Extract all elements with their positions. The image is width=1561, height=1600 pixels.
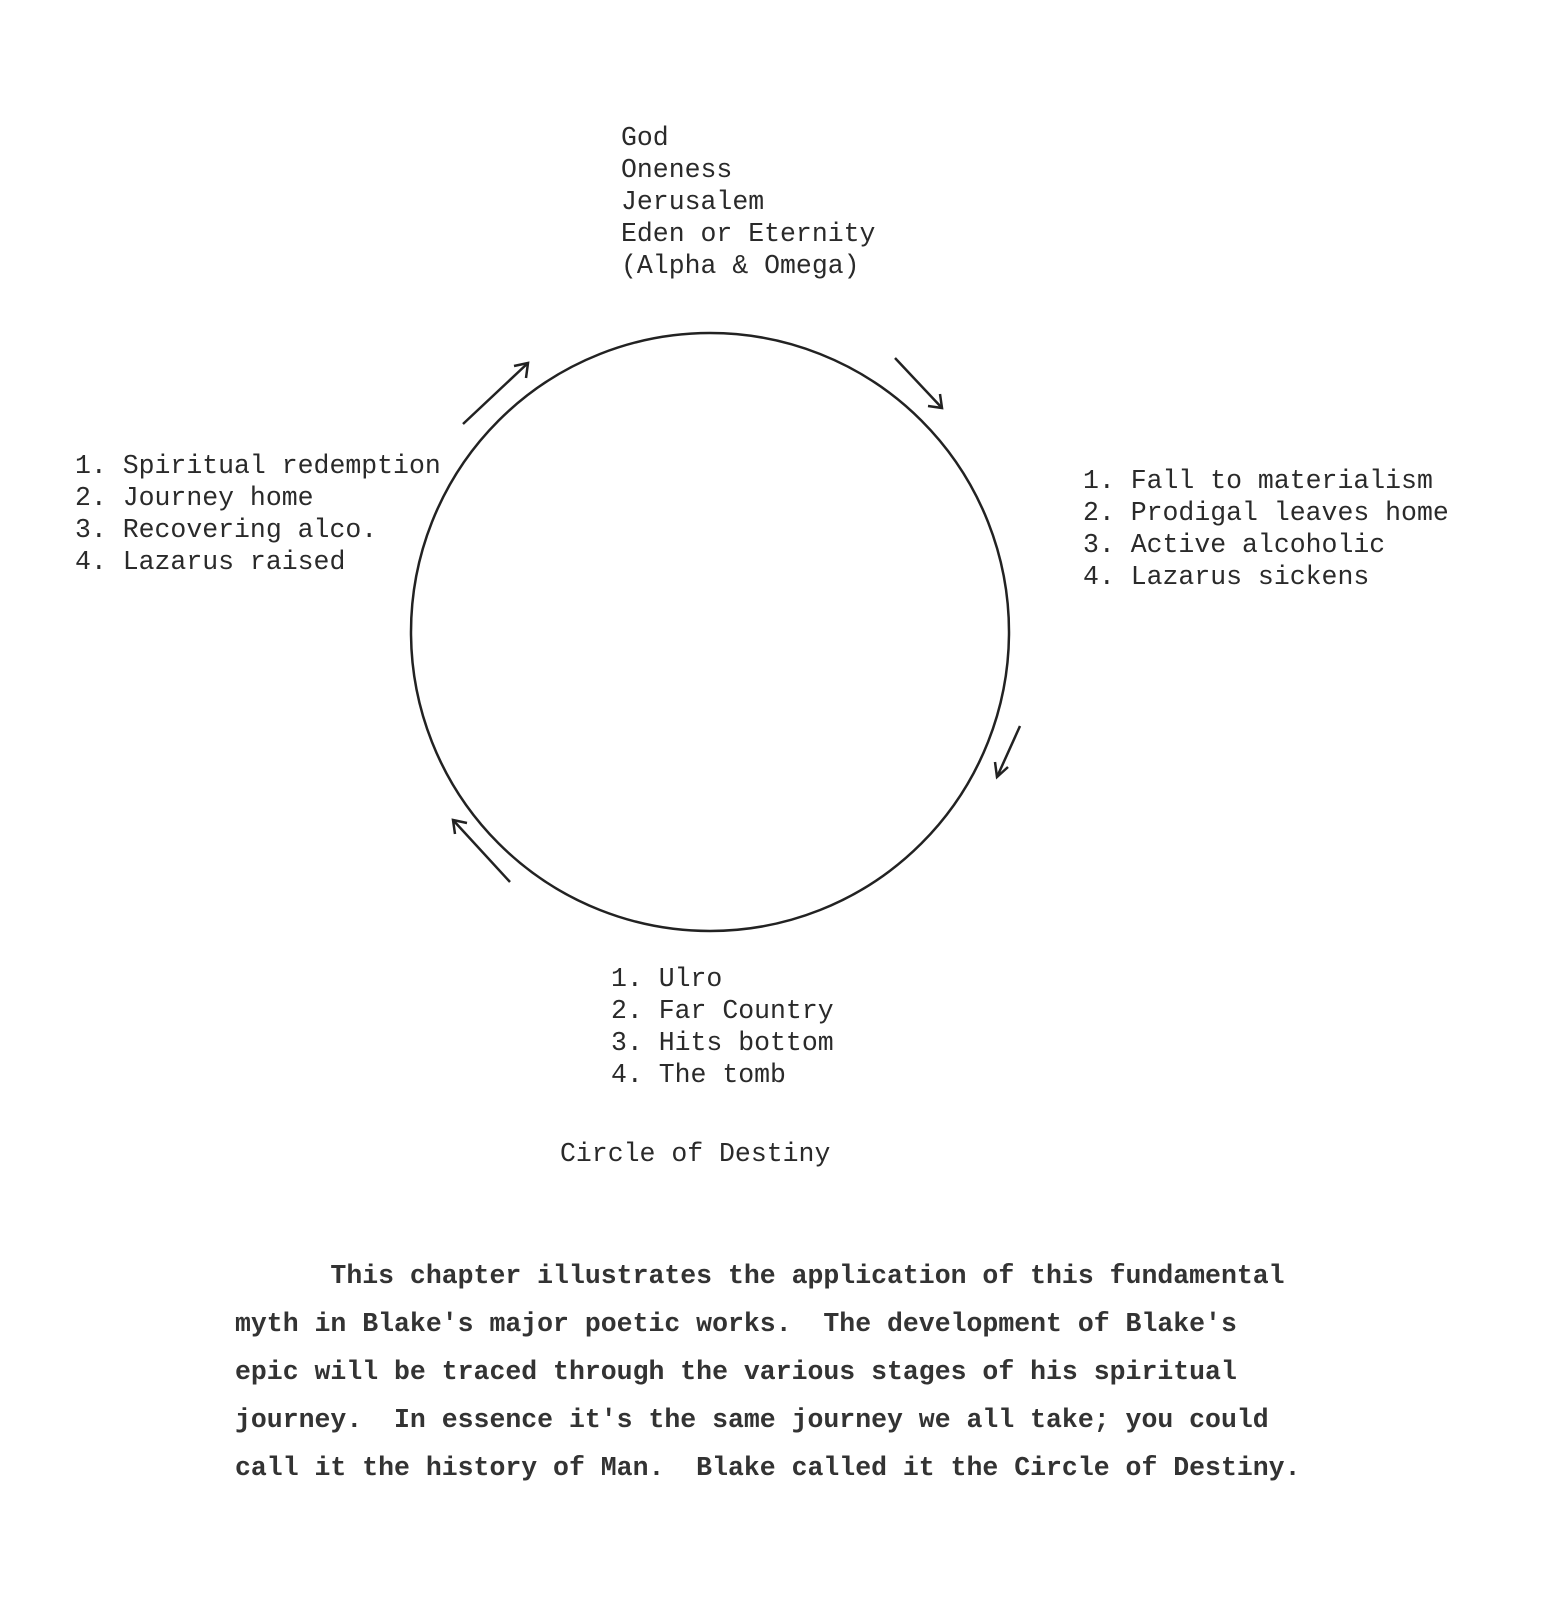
top-label: (Alpha & Omega) bbox=[621, 251, 860, 281]
destiny-circle bbox=[411, 333, 1009, 931]
bottom-label-group bbox=[611, 963, 834, 1091]
top-label-group bbox=[621, 122, 875, 282]
arrow-right bbox=[995, 726, 1020, 777]
paragraph-line: call it the history of Man. Blake called it the Circle of Destiny. bbox=[235, 1453, 1301, 1483]
paragraph-line: epic will be traced through the various stages of his spiritual bbox=[235, 1357, 1237, 1387]
arrow-top-right bbox=[895, 358, 942, 408]
left-label: 3. Recovering alco. bbox=[75, 515, 378, 545]
right-label: 1. Fall to materialism bbox=[1083, 466, 1433, 496]
top-label: God bbox=[621, 123, 669, 153]
paragraph-line: myth in Blake's major poetic works. The development of Blake's bbox=[235, 1309, 1237, 1339]
right-label: 3. Active alcoholic bbox=[1083, 530, 1386, 560]
bottom-label: 4. The tomb bbox=[611, 1060, 786, 1090]
arrow-top-left bbox=[463, 363, 528, 424]
bottom-label: 1. Ulro bbox=[611, 964, 723, 994]
top-label: Eden or Eternity bbox=[621, 219, 876, 249]
top-label: Jerusalem bbox=[621, 187, 765, 217]
left-label-group bbox=[75, 450, 441, 578]
paragraph-line: This chapter illustrates the application of this fundamental bbox=[235, 1261, 1285, 1291]
right-label-group bbox=[1083, 465, 1449, 593]
left-label: 1. Spiritual redemption bbox=[75, 451, 441, 481]
arrow-bottom-left bbox=[453, 820, 510, 882]
left-label: 4. Lazarus raised bbox=[75, 547, 346, 577]
left-label: 2. Journey home bbox=[75, 483, 314, 513]
right-label: 2. Prodigal leaves home bbox=[1083, 498, 1449, 528]
bottom-label: 2. Far Country bbox=[611, 996, 834, 1026]
paragraph-line: journey. In essence it's the same journey we all take; you could bbox=[235, 1405, 1269, 1435]
top-label: Oneness bbox=[621, 155, 733, 185]
bottom-label: 3. Hits bottom bbox=[611, 1028, 834, 1058]
right-label: 4. Lazarus sickens bbox=[1083, 562, 1370, 592]
diagram-caption: Circle of Destiny bbox=[560, 1139, 831, 1169]
body-paragraph bbox=[235, 1252, 1300, 1492]
